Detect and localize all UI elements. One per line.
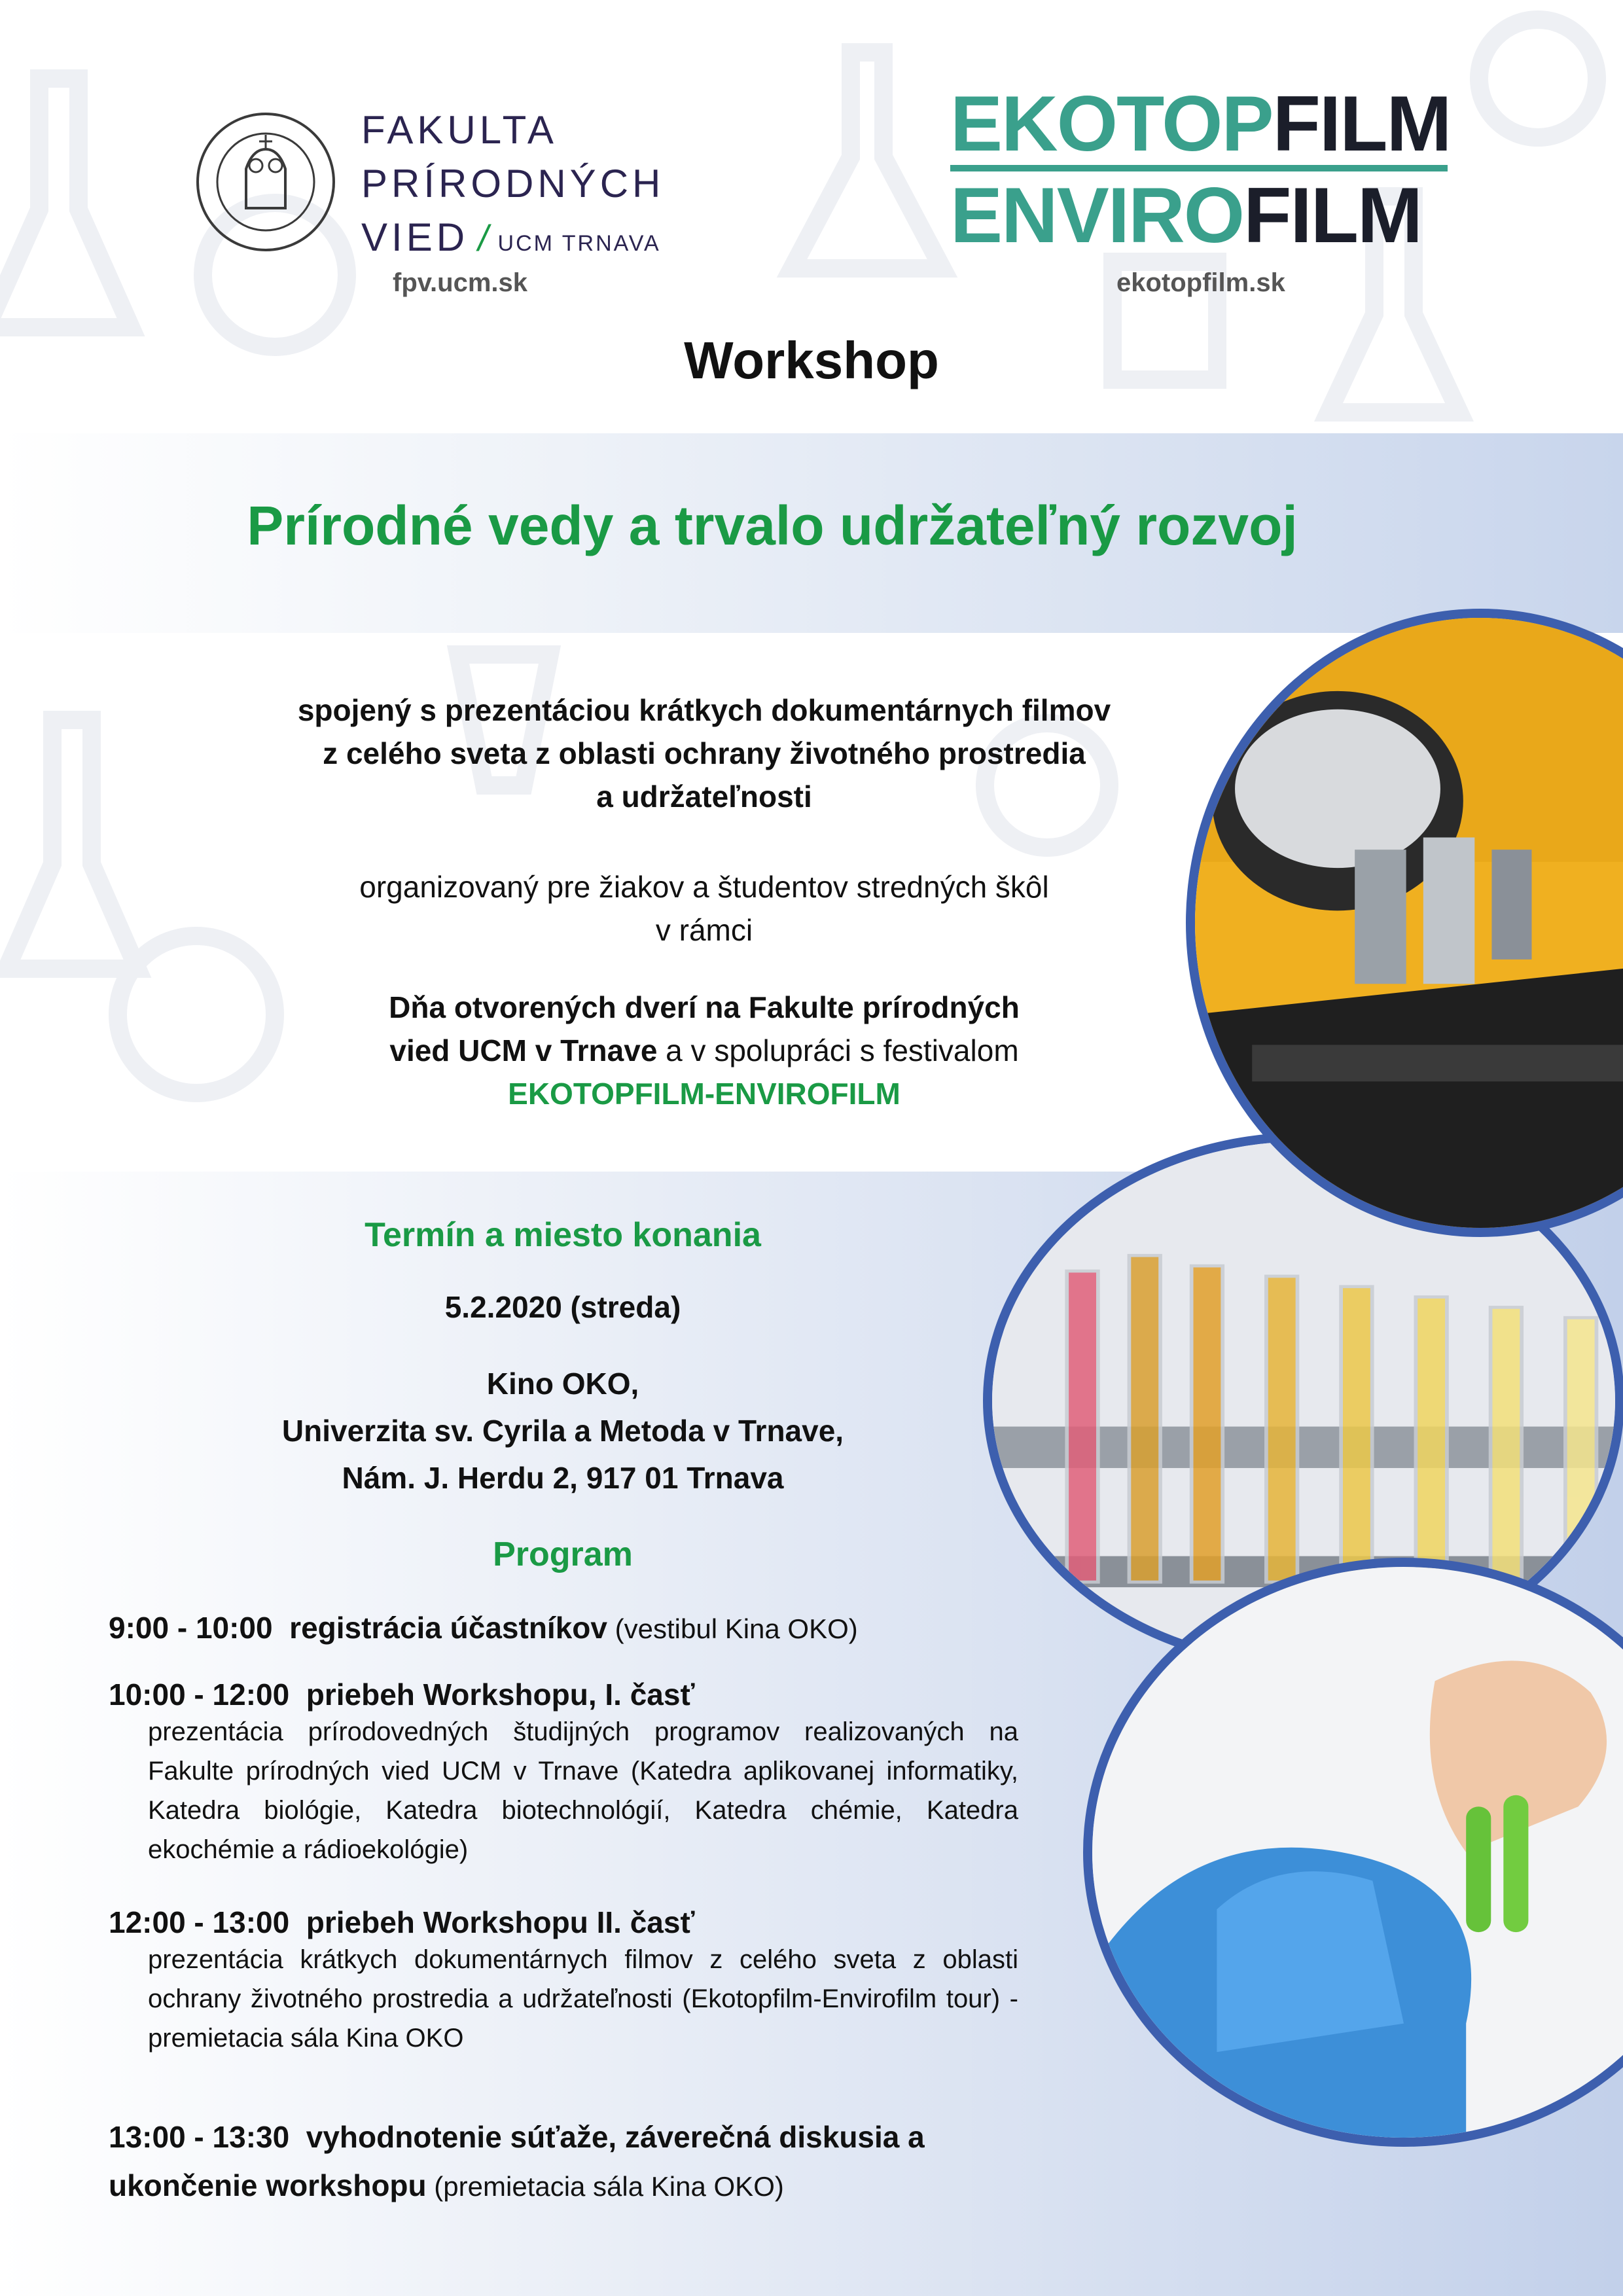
organized-line2: v rámci [655, 913, 753, 947]
intro-line3: a udržateľnosti [596, 780, 812, 814]
program-title-2: ukončenie workshopu [109, 2168, 427, 2202]
ekotopfilm-url[interactable]: ekotopfilm.sk [1116, 268, 1285, 297]
fpv-ucm: UCM TRNAVA [497, 231, 661, 256]
event-type: Workshop [684, 331, 939, 389]
venue-heading: Termín a miesto konania [365, 1216, 761, 1254]
venue-place1: Kino OKO, [486, 1367, 639, 1401]
venue-place [0, 1360, 1126, 1501]
program-title: registrácia účastníkov [289, 1611, 607, 1645]
university-seal-icon [194, 110, 338, 254]
logo-film-1: FILM [1272, 80, 1451, 168]
program-desc: prezentácia krátkych dokumentárnych filmov z celého sveta z oblasti ochrany životného prostredia a udržateľnosti (Ekotopfilm-Envirofilm tour) - premietacia sála Kina OKO [148, 1945, 1018, 2053]
venue-date: 5.2.2020 (streda) [444, 1290, 681, 1324]
program-item [109, 1905, 1025, 2058]
page-title: Prírodné vedy a trvalo udržateľný rozvoj [247, 495, 1298, 556]
program-title: priebeh Workshopu, I. časť [306, 1677, 695, 1712]
program-item [109, 1677, 1025, 1869]
program-item [109, 2113, 1090, 2211]
open-day-text [128, 986, 1280, 1115]
program-note: (premietacia sála Kina OKO) [426, 2171, 784, 2202]
fpv-slash: / [478, 217, 489, 259]
open-day-line1: Dňa otvorených dverí na Fakulte prírodných [389, 990, 1020, 1024]
program-title: vyhodnotenie súťaže, záverečná diskusia a [306, 2120, 925, 2154]
program-note: (vestibul Kina OKO) [607, 1613, 858, 1644]
fpv-url[interactable]: fpv.ucm.sk [393, 268, 527, 297]
intro-line2: z celého sveta z oblasti ochrany životného prostredia [323, 736, 1086, 770]
logo-ekotop: EKOTOP [950, 80, 1273, 168]
program-desc: prezentácia prírodovedných študijných programov realizovaných na Fakulte prírodných vied UCM v Trnave (Katedra aplikovanej informatiky, Katedra biológie, Katedra biotechnológií, Katedra chémie, Katedra ekochémie a rádioekológie) [148, 1717, 1018, 1864]
program-time: 10:00 - 12:00 [109, 1677, 290, 1712]
intro-line1: spojený s prezentáciou krátkych dokumentárnych filmov [297, 693, 1111, 727]
intro-text [128, 689, 1280, 818]
festival-name: EKOTOPFILM-ENVIROFILM [508, 1077, 901, 1111]
program-time: 13:00 - 13:30 [109, 2120, 290, 2154]
logo-film-2: FILM [1243, 171, 1421, 259]
program-item [109, 1610, 1025, 1645]
fpv-line1: FAKULTA [361, 108, 558, 152]
venue-place2: Univerzita sv. Cyrila a Metoda v Trnave, [281, 1414, 844, 1448]
organized-text [128, 865, 1280, 952]
program-time: 9:00 - 10:00 [109, 1611, 273, 1645]
ekotopfilm-logo [950, 80, 1451, 259]
open-day-rest: a v spolupráci s festivalom [657, 1033, 1019, 1067]
program-time: 12:00 - 13:00 [109, 1905, 290, 1939]
program-heading: Program [493, 1535, 633, 1573]
fpv-line2: PRÍRODNÝCH [361, 162, 665, 206]
program-title: priebeh Workshopu II. časť [306, 1905, 695, 1939]
organized-line1: organizovaný pre žiakov a študentov stredných škôl [359, 870, 1049, 904]
venue-place3: Nám. J. Herdu 2, 917 01 Trnava [342, 1461, 784, 1495]
open-day-bold: vied UCM v Trnave [389, 1033, 658, 1067]
logo-enviro: ENVIRO [950, 171, 1244, 259]
fpv-line3: VIED [361, 215, 469, 259]
